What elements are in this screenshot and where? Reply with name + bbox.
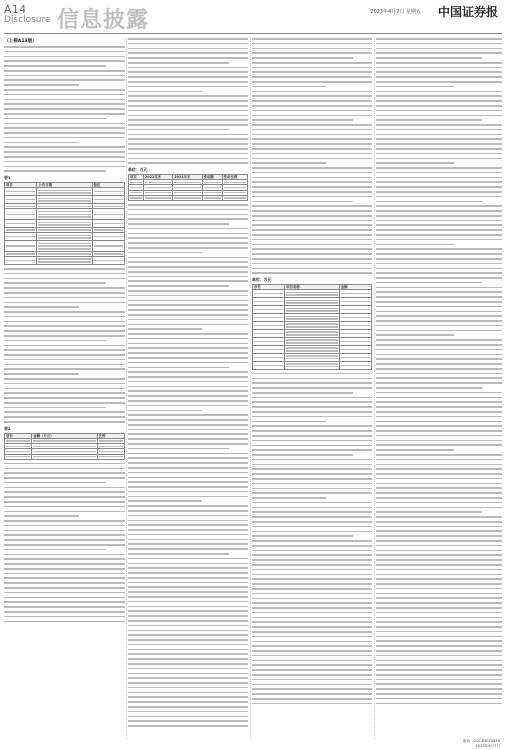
body-text [128,38,248,164]
table-row [5,188,125,196]
table-header: 项目名称 [285,285,340,290]
table-row [253,353,372,361]
table-header: 金额（万元） [32,433,97,438]
table-caption: 表2 [4,425,11,431]
table-row [129,195,248,200]
page-code: A14 [4,3,27,16]
table-row [253,337,372,345]
table-header: 2022年末 [143,175,172,180]
text-column-4 [376,38,502,740]
column-divider [250,38,251,740]
table-header: 变动比例 [222,175,247,180]
table-row [253,314,372,322]
disclosure-table-1 [4,182,125,265]
table-header: 项目 [5,183,37,188]
continued-marker: （上接A13版） [4,39,37,44]
masthead [0,0,506,34]
table-row [5,220,125,228]
header-rule [4,33,502,34]
body-text [376,38,502,704]
table-row [253,361,372,369]
body-text [4,46,125,172]
body-text [128,204,248,727]
table-header: 备注 [92,183,125,188]
table-row [5,454,125,459]
table-row [253,345,372,353]
project-table [252,284,372,370]
table-header: 比例 [97,433,124,438]
body-text [252,38,372,274]
table-caption: 单位：万元 [252,277,272,283]
table-header: 项目 [5,433,32,438]
table-row [5,233,125,241]
body-text [4,463,125,622]
table-header: 变动额 [202,175,222,180]
table-row [253,306,372,314]
section-title-cn: 信息披露 [57,7,150,33]
table-caption: 表1 [4,175,11,181]
table-row [5,196,125,204]
issue-date: 2023年4月7日 星期五 [370,9,421,15]
table-row [253,290,372,298]
table-row [5,241,125,252]
table-row [5,257,125,265]
text-column-1 [4,38,125,740]
footer-date: 2023年4月7日 [475,743,500,748]
footer-contact: 电话：010-63070410 [462,739,500,744]
text-column-2 [128,38,248,740]
text-column-3 [252,38,372,740]
financial-table [128,174,248,201]
section-title-en: Disclosure [4,15,51,25]
newspaper-logo: 中国证券报 [437,5,498,19]
page-footer [463,739,500,748]
table-header: 项目 [129,175,144,180]
table-row [253,330,372,338]
table-row [5,209,125,220]
column-divider [374,38,375,740]
table-header: 金额 [339,285,371,290]
body-text [4,268,125,423]
table-header: 2021年末 [173,175,202,180]
table-header: 公告日期 [37,183,92,188]
disclosure-table-2 [4,433,125,460]
body-text [252,373,372,705]
column-divider [126,38,127,740]
table-header: 序号 [253,285,285,290]
table-row [253,322,372,330]
table-row [253,298,372,306]
table-caption: 单位：万元 [128,167,148,173]
